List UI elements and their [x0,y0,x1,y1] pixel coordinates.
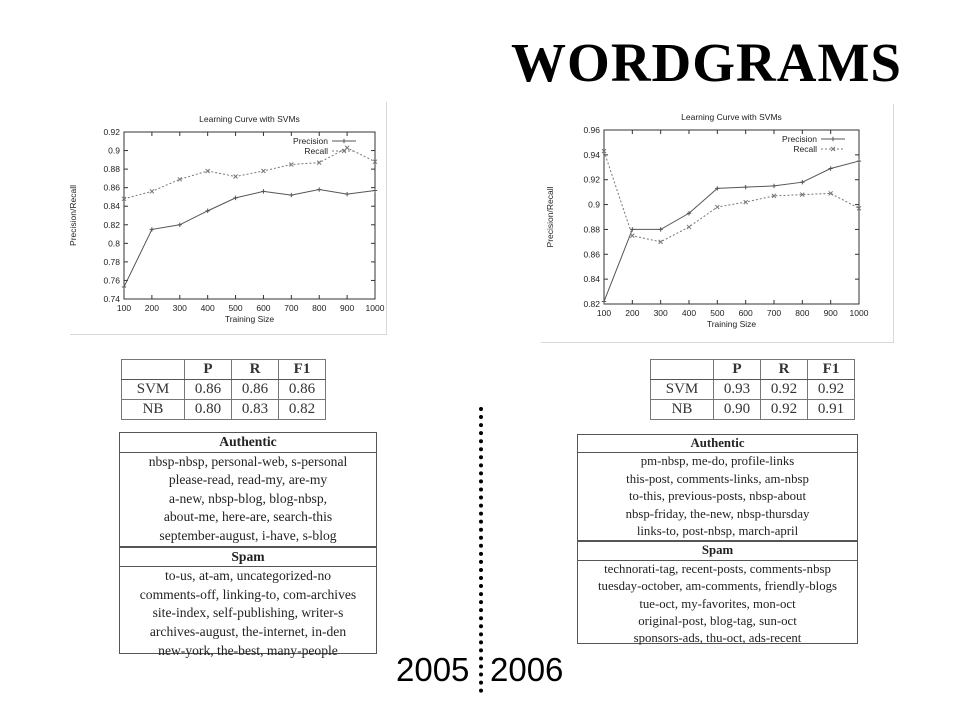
metrics-header-f1: F1 [279,360,326,380]
x-tick-label: 400 [681,308,697,318]
plot-frame [604,130,859,304]
x-tick-label: 800 [795,308,810,318]
y-tick-label: 0.9 [108,145,120,156]
authentic-feature-line: september-august, i-have, s-blog [159,527,337,543]
y-tick-label: 0.92 [103,127,120,137]
year-label-2005: 2005 [396,651,470,688]
authentic-feature-line: a-new, nbsp-blog, blog-nbsp, [168,490,328,506]
y-tick-label: 0.86 [583,249,600,260]
authentic-feature-line: nbsp-nbsp, personal-web, s-personal [148,453,348,469]
metrics-header-r: R [232,360,279,380]
metrics-row-nb [651,400,855,420]
spam-feature-line: original-post, blog-tag, sun-oct [638,614,797,629]
data-point-precision [602,299,606,303]
x-axis-label: Training Size [706,319,757,329]
metrics-header-p: P [714,360,761,380]
x-tick-label: 900 [823,308,838,318]
metrics-cell: 0.80 [185,400,232,420]
chart-title: Learning Curve with SVMs [681,112,782,122]
y-tick-label: 0.78 [103,256,120,267]
authentic-heading: Authentic [120,433,376,453]
spam-heading: Spam [120,546,376,568]
data-point-precision [122,285,126,289]
y-tick-label: 0.88 [583,224,600,235]
data-point-precision [289,193,293,197]
data-point-precision [205,209,209,213]
data-point-precision [373,188,377,192]
data-point-precision [317,187,321,191]
spam-feature-line: to-us, at-am, uncategorized-no [164,568,332,584]
legend-label: Precision [782,134,817,144]
spam-feature-line: site-index, self-publishing, writer-s [152,605,344,621]
y-tick-label: 0.74 [103,294,120,304]
data-point-precision [800,180,804,184]
authentic-feature-line: about-me, here-are, search-this [163,509,333,525]
authentic-feature-line: pm-nbsp, me-do, profile-links [640,454,795,469]
metrics-corner [651,360,714,380]
metrics-header-p: P [185,360,232,380]
x-tick-label: 1000 [849,308,869,318]
legend-label: Precision [293,136,328,146]
data-point-recall [630,234,634,238]
metrics-corner [122,360,185,380]
year-label-2006: 2006 [490,651,564,688]
metrics-header-row [651,360,855,380]
legend-label: Recall [304,146,328,156]
x-axis-label: Training Size [224,314,275,324]
authentic-feature-line: links-to, post-nbsp, march-april [636,524,799,539]
spam-feature-line: new-york, the-best, many-people [158,642,338,658]
metrics-cell: 0.91 [808,400,855,420]
spam-feature-line: sponsors-ads, thu-oct, ads-recent [633,631,802,646]
y-tick-label: 0.94 [583,149,600,160]
metrics-header-f1: F1 [808,360,855,380]
legend-marker [342,139,346,143]
data-point-precision [658,227,662,231]
spam-feature-line: comments-off, linking-to, com-archives [139,586,357,602]
metrics-cell: 0.86 [232,380,279,400]
slide-title: WORDGRAMS [511,32,902,93]
data-point-precision [743,185,747,189]
x-tick-label: 400 [200,303,215,313]
spam-feature-line: tuesday-october, am-comments, friendly-blogs [597,579,837,594]
metrics-row-nb [122,400,326,420]
data-point-precision [857,159,861,163]
x-tick-label: 900 [340,303,355,313]
legend-marker [831,137,835,141]
y-tick-label: 0.86 [103,182,120,193]
metrics-row-label: SVM [651,380,714,400]
authentic-feature-line: please-read, read-my, are-my [168,472,328,488]
authentic-heading: Authentic [578,435,857,453]
data-point-precision [233,196,237,200]
y-tick-label: 0.96 [583,125,600,135]
data-point-recall [261,169,265,173]
x-tick-label: 300 [653,308,668,318]
authentic-feature-line: to-this, previous-posts, nbsp-about [628,489,806,504]
metrics-row-label: SVM [122,380,185,400]
y-tick-label: 0.8 [108,238,120,249]
metrics-table-2006 [650,359,855,420]
x-tick-label: 700 [766,308,782,318]
data-point-precision [261,189,265,193]
series-line-precision [604,161,859,301]
features-table-2005 [119,432,377,658]
metrics-cell: 0.86 [279,380,326,400]
x-tick-label: 100 [596,308,612,318]
y-axis-label: Precision/Recall [68,185,78,246]
data-point-precision [150,227,154,231]
data-point-recall [150,189,154,193]
y-tick-label: 0.92 [583,174,600,185]
y-tick-label: 0.9 [588,199,600,210]
metrics-row-label: NB [122,400,185,420]
chart-title: Learning Curve with SVMs [199,114,300,124]
legend-label: Recall [793,144,817,154]
y-axis-label: Precision/Recall [545,186,555,248]
year-divider-line [479,407,483,693]
metrics-row-svm [122,380,326,400]
x-tick-label: 200 [625,308,640,318]
metrics-cell: 0.86 [185,380,232,400]
spam-feature-line: archives-august, the-internet, in-den [149,623,347,639]
features-table-2006 [577,434,858,644]
x-tick-label: 700 [284,303,299,313]
data-point-precision [828,166,832,170]
spam-heading: Spam [578,540,857,560]
y-tick-label: 0.84 [583,274,600,285]
metrics-cell: 0.92 [808,380,855,400]
x-tick-label: 800 [312,303,327,313]
x-tick-label: 500 [710,308,725,318]
x-tick-label: 500 [228,303,243,313]
series-line-recall [124,148,375,199]
data-point-recall [234,175,238,179]
metrics-cell: 0.83 [232,400,279,420]
metrics-cell: 0.92 [761,400,808,420]
learning-curve-chart-2006 [541,104,894,343]
x-tick-label: 100 [116,303,132,313]
x-tick-label: 600 [738,308,753,318]
metrics-header-r: R [761,360,808,380]
metrics-row-label: NB [651,400,714,420]
metrics-cell: 0.93 [714,380,761,400]
authentic-feature-line: this-post, comments-links, am-nbsp [626,471,809,486]
spam-feature-line: technorati-tag, recent-posts, comments-nbsp [604,561,831,576]
spam-feature-line: tue-oct, my-favorites, mon-oct [639,596,796,611]
x-tick-label: 600 [256,303,271,313]
y-tick-label: 0.82 [583,299,600,309]
authentic-feature-line: nbsp-friday, the-new, nbsp-thursday [625,506,810,521]
metrics-cell: 0.92 [761,380,808,400]
metrics-cell: 0.82 [279,400,326,420]
series-line-precision [124,190,375,287]
data-point-recall [715,205,719,209]
learning-curve-chart-2005 [70,102,387,335]
series-line-recall [604,151,859,242]
plot-frame [124,132,375,299]
x-tick-label: 300 [172,303,187,313]
y-tick-label: 0.88 [103,164,120,175]
metrics-table-2005 [121,359,326,420]
y-tick-label: 0.84 [103,201,120,212]
data-point-precision [345,192,349,196]
metrics-cell: 0.90 [714,400,761,420]
y-tick-label: 0.76 [103,275,120,286]
x-tick-label: 200 [144,303,159,313]
data-point-precision [178,223,182,227]
metrics-row-svm [651,380,855,400]
y-tick-label: 0.82 [103,219,120,230]
learning-curve-svg-2006 [541,104,893,342]
data-point-recall [687,225,691,229]
learning-curve-svg-2005 [70,102,386,334]
data-point-precision [772,184,776,188]
x-tick-label: 1000 [365,303,385,313]
metrics-header-row [122,360,326,380]
